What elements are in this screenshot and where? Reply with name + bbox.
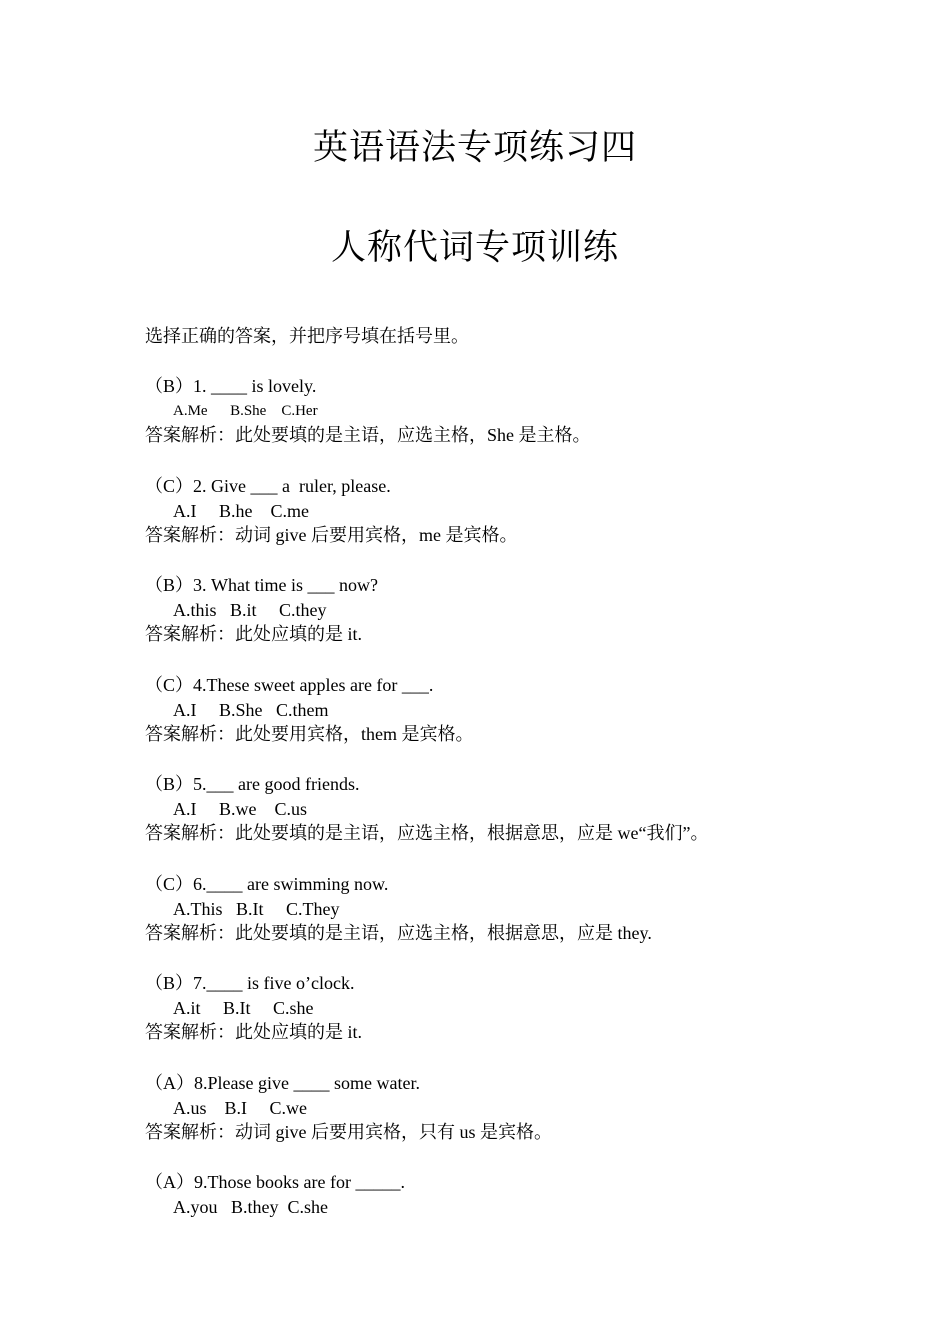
question-stem: 3. What time is ___ now? xyxy=(193,575,378,595)
question-stem: 8.Please give ____ some water. xyxy=(194,1072,420,1093)
question-options: A.this B.it C.they xyxy=(173,600,327,620)
answer-explanation: 答案解析：动词 give 后要用宾格，只有 us 是宾格。 xyxy=(145,1121,552,1142)
question-options: A.I B.we C.us xyxy=(173,799,307,819)
question-list xyxy=(145,374,865,1270)
question-item-1 xyxy=(145,374,865,474)
answer-explanation: 答案解析：此处要填的是主语，应选主格，根据意思，应是 we“我们”。 xyxy=(145,823,709,843)
question-options: A.This B.It C.They xyxy=(173,898,340,919)
answer-marker: （C） xyxy=(145,674,194,695)
question-line xyxy=(145,673,433,697)
question-options: A.Me B.She C.Her xyxy=(173,403,318,419)
answer-marker: （B） xyxy=(145,973,194,993)
answer-marker: （A） xyxy=(145,1072,194,1093)
question-stem: 7.____ is five o’clock. xyxy=(193,973,355,993)
question-item-6 xyxy=(145,872,865,972)
answer-explanation: 答案解析：动词 give 后要用宾格，me 是宾格。 xyxy=(145,524,518,545)
question-item-2 xyxy=(145,474,865,574)
answer-explanation: 答案解析：此处要用宾格，them 是宾格。 xyxy=(145,723,474,744)
question-item-3 xyxy=(145,573,865,673)
question-item-8 xyxy=(145,1071,865,1171)
question-line xyxy=(145,772,359,796)
question-stem: 9.Those books are for _____. xyxy=(194,1172,405,1192)
question-item-7 xyxy=(145,971,865,1071)
question-stem: 4.These sweet apples are for ___. xyxy=(193,674,434,695)
question-line xyxy=(145,971,354,995)
question-line xyxy=(145,1071,420,1095)
question-line xyxy=(145,474,391,498)
question-stem: 6.____ are swimming now. xyxy=(193,873,389,894)
question-item-5 xyxy=(145,772,865,872)
question-stem: 5.___ are good friends. xyxy=(193,774,360,794)
answer-explanation: 答案解析：此处要填的是主语，应选主格，根据意思，应是 they. xyxy=(145,922,652,943)
answer-marker: （B） xyxy=(145,774,194,794)
answer-marker: （B） xyxy=(145,376,194,396)
page-title: 英语语法专项练习四 xyxy=(312,128,637,167)
page-subtitle: 人称代词专项训练 xyxy=(330,228,619,267)
answer-explanation: 答案解析：此处要填的是主语，应选主格，She 是主格。 xyxy=(145,425,591,445)
question-options: A.you B.they C.she xyxy=(173,1197,328,1217)
question-line xyxy=(145,573,378,597)
answer-marker: （C） xyxy=(145,475,194,496)
question-options: A.us B.I C.we xyxy=(173,1097,307,1118)
question-stem: 2. Give ___ a ruler, please. xyxy=(193,475,391,496)
question-item-9 xyxy=(145,1170,865,1270)
question-item-4 xyxy=(145,673,865,773)
question-line xyxy=(145,374,316,398)
question-options: A.I B.he C.me xyxy=(173,500,309,521)
answer-marker: （C） xyxy=(145,873,194,894)
answer-marker: （B） xyxy=(145,575,194,595)
question-stem: 1. ____ is lovely. xyxy=(193,376,317,396)
instruction-text: 选择正确的答案，并把序号填在括号里。 xyxy=(145,326,469,346)
question-options: A.it B.It C.she xyxy=(173,998,314,1018)
answer-marker: （A） xyxy=(145,1172,194,1192)
answer-explanation: 答案解析：此处应填的是 it. xyxy=(145,624,363,644)
question-options: A.I B.She C.them xyxy=(173,699,329,720)
question-line xyxy=(145,1170,405,1194)
answer-explanation: 答案解析：此处应填的是 it. xyxy=(145,1022,363,1042)
question-line xyxy=(145,872,388,896)
